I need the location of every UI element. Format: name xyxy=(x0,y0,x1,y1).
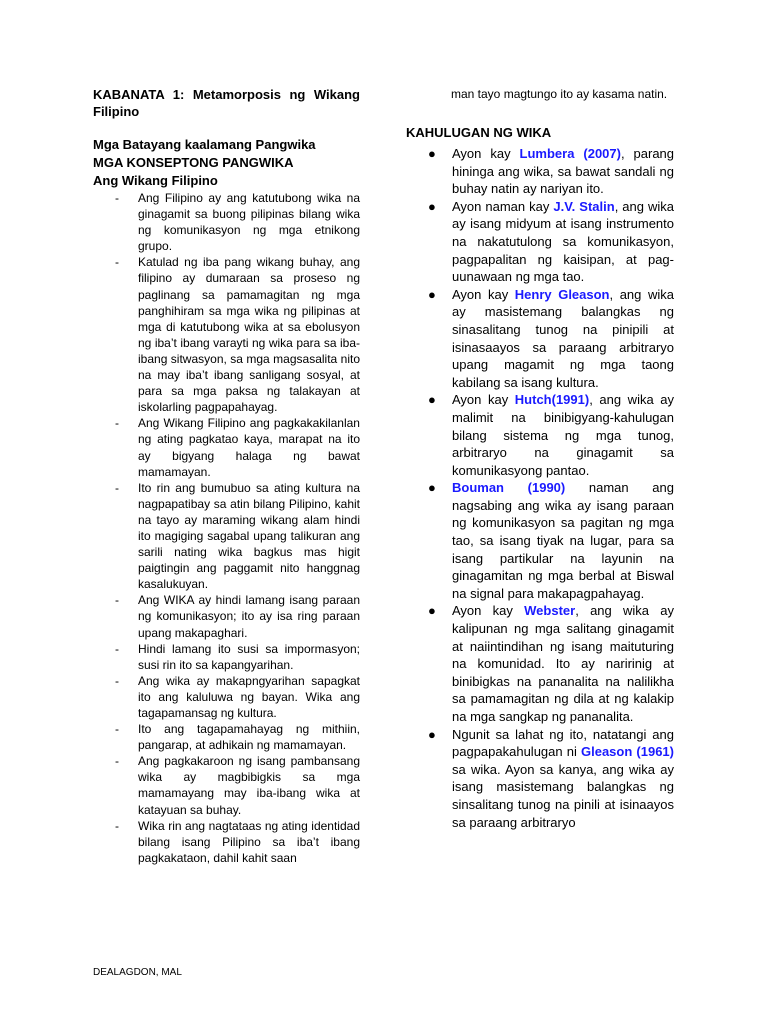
concepts-heading: MGA KONSEPTONG PANGWIKA xyxy=(93,155,294,170)
dash-marker: - xyxy=(115,754,119,769)
list-item-text: Ayon naman kay xyxy=(452,198,554,214)
list-item-text: Ito rin ang bumubuo sa ating kultura na nagpapatibay sa atin bilang Pilipino, kahit na tayo ay maraming wikang alam hindi ito magiging sagabal upang talikuran ang sarili nating wika bagkus mas higit paigtingin ang paggamit nito hanggnag kasalukuyan. xyxy=(138,480,360,592)
list-item xyxy=(406,602,674,725)
dash-marker: - xyxy=(115,255,119,270)
author-name: J.V. Stalin xyxy=(553,198,615,214)
chapter-title: KABANATA 1: Metamorposis ng Wikang Filipino xyxy=(93,87,360,119)
right-column xyxy=(406,86,674,831)
list-item-text: Katulad ng iba pang wikang buhay, ang filipino ay dumaraan sa proseso ng paglinang sa pamamagitan ng mga panghihiram sa mga wika ng pilipinas at mga di katutubong wika at sa ebolusyon ng iba’t ibang varayti ng wika para sa iba-ibang sitwasyon, sa mga magsasalita nito na may iba’t ibang sanligang sosyal, at para sa mga paksa ng talakayan at iskolarling pagpapahayag. xyxy=(138,255,360,415)
definition-list xyxy=(406,145,674,831)
list-item-text: Ang wika ay makapngyarihan sapagkat ito ang kaluluwa ng bayan. Wika ang tagapamansag ng kultura. xyxy=(138,673,360,720)
bullet-marker: ● xyxy=(428,480,436,496)
list-item xyxy=(93,673,360,721)
list-item-text: Ayon kay xyxy=(452,603,525,619)
subsection-heading: Ang Wikang Filipino xyxy=(93,173,218,188)
continued-text: man tayo magtungo ito ay kasama natin. xyxy=(451,87,668,101)
emphasis-text: Filipino xyxy=(207,416,246,431)
author-name: Bouman (1990) xyxy=(452,480,566,496)
list-item-text: Ang Filipino ay ang katutubong wika na ginagamit sa buong pilipinas bilang wika ng komunikasyon ng mga etnikong grupo. xyxy=(138,191,360,254)
list-item-text: , ang wika ay malimit na binibigyang-kahulugan bilang sistema ng mga tunog, arbitraryo na ginagamit sa komunikasyong pantao. xyxy=(452,392,674,478)
emphasis-text: WIKA xyxy=(163,593,194,608)
list-item-text: , parang hininga ang wika, sa bawat sandali ng buhay natin ay nariyan ito. xyxy=(452,146,675,197)
list-item-text: Wika rin ang nagtataas ng ating identidad bilang isang Pilipino sa iba’t ibang pagkakataon, dahil kahit saan xyxy=(138,818,360,865)
list-item xyxy=(93,190,360,254)
dash-marker: - xyxy=(115,722,119,737)
dash-marker: - xyxy=(115,416,119,431)
left-column xyxy=(93,86,360,866)
dash-marker: - xyxy=(115,593,119,608)
bullet-marker: ● xyxy=(428,392,436,408)
definitions-heading: KAHULUGAN NG WIKA xyxy=(406,125,552,140)
list-item-text: Ayon kay xyxy=(452,286,515,302)
list-item xyxy=(93,480,360,593)
list-item-text: , ang wika ay kalipunan ng mga salitang ginagamit at naiintindihan ng isang maituturing na komunidad. Ito ay naririnig at binibigkas na pananalita na nalilikha sa pamamagitan ng dila at ng kalakip na mga sangkap ng pananalita. xyxy=(452,603,674,724)
author-name: Lumbera (2007) xyxy=(519,146,621,161)
list-item xyxy=(93,753,360,817)
section-heading: Mga Batayang kaalamang Pangwika xyxy=(93,137,316,152)
dash-marker: - xyxy=(115,191,119,205)
bullet-marker: ● xyxy=(428,726,436,742)
list-item xyxy=(93,721,360,753)
list-item-text: ay hindi lamang isang paraan ng komunikasyon; ito ay isa ring paraan upang makapaghari. xyxy=(138,593,361,640)
list-item-text: Hindi lamang ito susi sa impormasyon; susi rin ito sa kapangyarihan. xyxy=(138,641,360,672)
list-item-text: Ang xyxy=(138,593,164,608)
dash-marker: - xyxy=(115,673,119,688)
list-item-text: Ang Wikang xyxy=(138,416,208,431)
list-item xyxy=(406,145,674,198)
bullet-marker: ● xyxy=(428,146,436,161)
dash-marker: - xyxy=(115,480,119,495)
list-item xyxy=(406,286,674,392)
list-item xyxy=(93,818,360,866)
list-item xyxy=(93,641,360,673)
bullet-marker: ● xyxy=(428,286,436,302)
list-item-text: ang pagkakakilanlan ng ating pagkatao kaya, marapat na ito ay bigyang halaga ng bawat mamamayan. xyxy=(138,416,360,479)
list-item xyxy=(406,391,674,479)
bullet-marker: ● xyxy=(428,198,436,214)
list-item xyxy=(406,198,674,286)
bullet-marker: ● xyxy=(428,603,436,619)
list-item xyxy=(406,726,674,832)
author-name: Webster xyxy=(524,603,576,619)
list-item-text: , ang wika ay masistemang balangkas ng sinasalitang tunog na pinipili at isinasaayos sa paraang arbitraryo upang magamit ng mga taong kabilang sa isang kultura. xyxy=(452,286,674,390)
list-item-text: Ayon kay xyxy=(452,392,515,408)
dash-marker: - xyxy=(115,818,119,833)
dash-marker: - xyxy=(115,641,119,656)
list-item-text: Ang pagkakaroon ng isang pambansang wika ay magbibigkis sa mga mamamayang may iba-ibang wika at katayuan sa buhay. xyxy=(138,754,360,817)
list-item xyxy=(93,415,360,479)
concept-list xyxy=(93,190,360,866)
author-name: Henry Gleason xyxy=(514,286,610,302)
list-item-text: Ngunit sa lahat ng ito, natatangi ang pagpapakahulugan ni xyxy=(452,726,674,760)
footer-author: DEALAGDON, MAL xyxy=(93,967,182,978)
list-item-text: naman ang nagsabing ang wika ay isang paraan ng komunikasyon sa pagitan ng mga tao, sa isang tiyak na lugar, para sa isang partikular na layunin na ginagamitan ng mga berbal at Biswal na signal para makapagpahayag. xyxy=(452,480,674,601)
list-item-text: Ito ang tagapamahayag ng mithiin, pangarap, at adhikain ng mamamayan. xyxy=(138,722,360,753)
list-item-text: , ang wika ay isang midyum at isang instrumento na nakatutulong sa komunikasyon, pagpapalitan ng kaisipan, at pag-uunawaan ng mga tao. xyxy=(452,198,674,285)
list-item xyxy=(93,592,360,640)
author-name: Gleason (1961) xyxy=(580,744,674,760)
list-item xyxy=(406,479,674,602)
list-item-text: sa wika. Ayon sa kanya, ang wika ay isang masistemang balangkas ng sinsalitang tunog na pinili at isinaayos sa paraang arbitraryo xyxy=(452,761,674,830)
author-name: Hutch(1991) xyxy=(514,392,590,408)
list-item xyxy=(93,254,360,415)
list-item-text: Ayon kay xyxy=(452,146,520,161)
